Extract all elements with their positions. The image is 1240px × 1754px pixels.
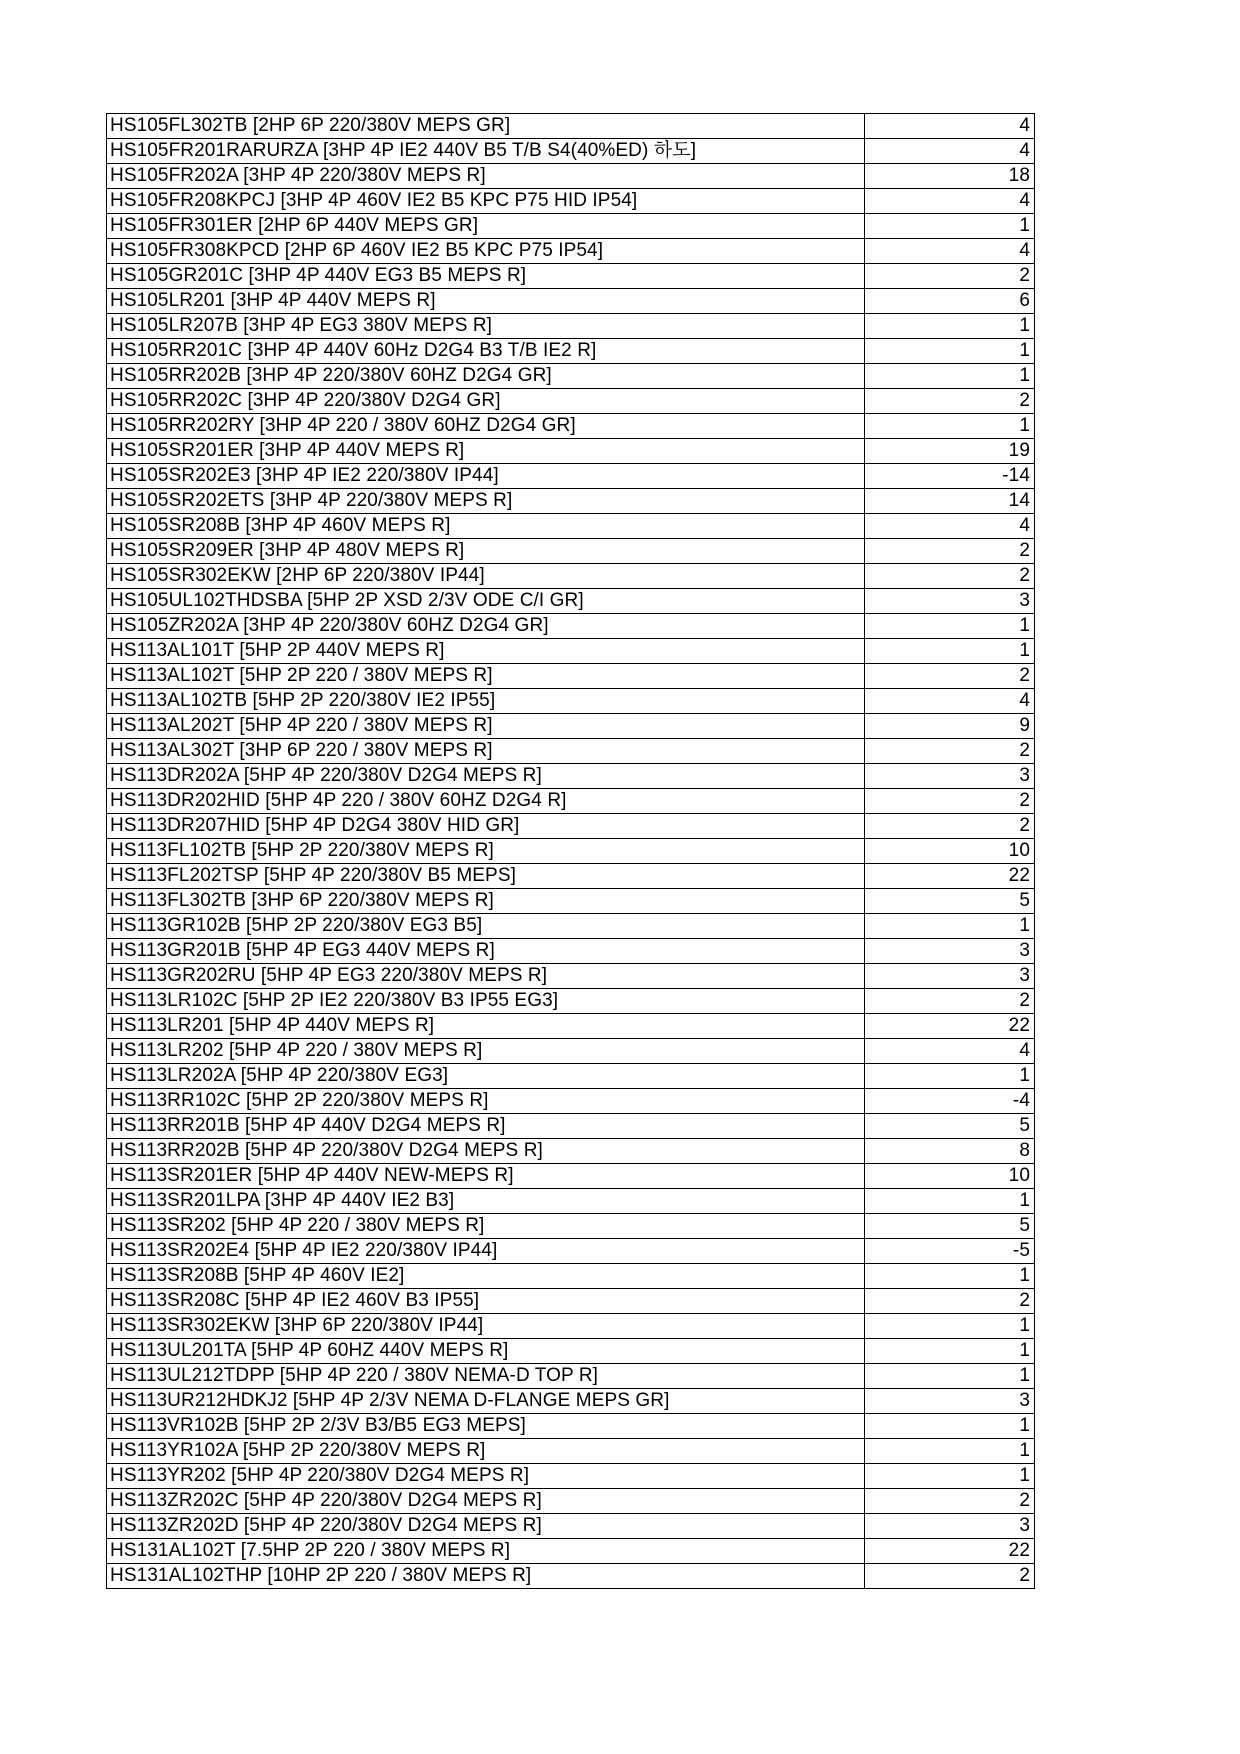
table-row [107,1439,1035,1464]
product-description-cell: HS105SR209ER [3HP 4P 480V MEPS R] [107,539,865,564]
quantity-cell: 1 [865,1189,1035,1214]
table-row [107,789,1035,814]
product-description-cell: HS105RR201C [3HP 4P 440V 60Hz D2G4 B3 T/B IE2 R] [107,339,865,364]
product-description-cell: HS105GR201C [3HP 4P 440V EG3 B5 MEPS R] [107,264,865,289]
product-description-cell: HS113YR102A [5HP 2P 220/380V MEPS R] [107,1439,865,1464]
quantity-cell: 5 [865,1214,1035,1239]
quantity-cell: -5 [865,1239,1035,1264]
table-row [107,1414,1035,1439]
product-description-cell: HS105SR201ER [3HP 4P 440V MEPS R] [107,439,865,464]
quantity-cell: 2 [865,664,1035,689]
quantity-cell: 2 [865,739,1035,764]
table-row [107,464,1035,489]
table-row [107,1039,1035,1064]
quantity-cell: -14 [865,464,1035,489]
table-row [107,564,1035,589]
product-description-cell: HS113DR202A [5HP 4P 220/380V D2G4 MEPS R] [107,764,865,789]
quantity-cell: 2 [865,989,1035,1014]
quantity-cell: 2 [865,1489,1035,1514]
quantity-cell: 1 [865,339,1035,364]
quantity-cell: 2 [865,564,1035,589]
quantity-cell: 4 [865,689,1035,714]
quantity-cell: 22 [865,1539,1035,1564]
table-row [107,514,1035,539]
product-description-cell: HS113GR102B [5HP 2P 220/380V EG3 B5] [107,914,865,939]
quantity-cell: 2 [865,264,1035,289]
product-description-cell: HS113DR202HID [5HP 4P 220 / 380V 60HZ D2G4 R] [107,789,865,814]
quantity-cell: 6 [865,289,1035,314]
table-row [107,1539,1035,1564]
product-description-cell: HS113GR202RU [5HP 4P EG3 220/380V MEPS R] [107,964,865,989]
quantity-cell: 3 [865,939,1035,964]
product-description-cell: HS105FR202A [3HP 4P 220/380V MEPS R] [107,164,865,189]
table-row [107,639,1035,664]
quantity-cell: 18 [865,164,1035,189]
quantity-cell: 1 [865,1339,1035,1364]
table-row [107,1114,1035,1139]
quantity-cell: 3 [865,764,1035,789]
product-description-cell: HS105RR202RY [3HP 4P 220 / 380V 60HZ D2G4 GR] [107,414,865,439]
product-description-cell: HS113LR201 [5HP 4P 440V MEPS R] [107,1014,865,1039]
product-description-cell: HS105RR202B [3HP 4P 220/380V 60HZ D2G4 GR] [107,364,865,389]
product-description-cell: HS113YR202 [5HP 4P 220/380V D2G4 MEPS R] [107,1464,865,1489]
quantity-cell: 4 [865,514,1035,539]
table-row [107,439,1035,464]
table-row [107,164,1035,189]
table-row [107,1389,1035,1414]
product-description-cell: HS113RR102C [5HP 2P 220/380V MEPS R] [107,1089,865,1114]
table-row [107,1489,1035,1514]
quantity-cell: 1 [865,414,1035,439]
product-description-cell: HS113FL102TB [5HP 2P 220/380V MEPS R] [107,839,865,864]
product-description-cell: HS113FL202TSP [5HP 4P 220/380V B5 MEPS] [107,864,865,889]
product-description-cell: HS113SR208B [5HP 4P 460V IE2] [107,1264,865,1289]
quantity-cell: 4 [865,114,1035,139]
quantity-cell: 2 [865,539,1035,564]
table-row [107,489,1035,514]
table-row [107,339,1035,364]
table-row [107,239,1035,264]
inventory-table-body [107,114,1035,1589]
quantity-cell: 3 [865,1389,1035,1414]
product-description-cell: HS113SR208C [5HP 4P IE2 460V B3 IP55] [107,1289,865,1314]
quantity-cell: 3 [865,589,1035,614]
product-description-cell: HS105FR301ER [2HP 6P 440V MEPS GR] [107,214,865,239]
product-description-cell: HS131AL102T [7.5HP 2P 220 / 380V MEPS R] [107,1539,865,1564]
product-description-cell: HS113LR102C [5HP 2P IE2 220/380V B3 IP55 EG3] [107,989,865,1014]
table-row [107,914,1035,939]
quantity-cell: 10 [865,1164,1035,1189]
quantity-cell: 1 [865,1414,1035,1439]
table-row [107,1014,1035,1039]
table-row [107,114,1035,139]
quantity-cell: 1 [865,1064,1035,1089]
product-description-cell: HS113SR302EKW [3HP 6P 220/380V IP44] [107,1314,865,1339]
table-row [107,1314,1035,1339]
quantity-cell: 4 [865,1039,1035,1064]
product-description-cell: HS113VR102B [5HP 2P 2/3V B3/B5 EG3 MEPS] [107,1414,865,1439]
table-row [107,689,1035,714]
quantity-cell: 1 [865,639,1035,664]
table-row [107,864,1035,889]
table-row [107,764,1035,789]
product-description-cell: HS131AL102THP [10HP 2P 220 / 380V MEPS R] [107,1564,865,1589]
quantity-cell: 3 [865,1514,1035,1539]
quantity-cell: 2 [865,389,1035,414]
table-row [107,1064,1035,1089]
product-description-cell: HS113GR201B [5HP 4P EG3 440V MEPS R] [107,939,865,964]
product-description-cell: HS105FR208KPCJ [3HP 4P 460V IE2 B5 KPC P75 HID IP54] [107,189,865,214]
product-description-cell: HS105LR201 [3HP 4P 440V MEPS R] [107,289,865,314]
quantity-cell: 22 [865,864,1035,889]
table-row [107,714,1035,739]
quantity-cell: 9 [865,714,1035,739]
quantity-cell: 1 [865,914,1035,939]
product-description-cell: HS113SR201ER [5HP 4P 440V NEW-MEPS R] [107,1164,865,1189]
product-description-cell: HS105FR308KPCD [2HP 6P 460V IE2 B5 KPC P75 IP54] [107,239,865,264]
inventory-table [106,113,1035,1589]
product-description-cell: HS113UL212TDPP [5HP 4P 220 / 380V NEMA-D TOP R] [107,1364,865,1389]
quantity-cell: 1 [865,1314,1035,1339]
product-description-cell: HS113ZR202C [5HP 4P 220/380V D2G4 MEPS R] [107,1489,865,1514]
quantity-cell: 1 [865,214,1035,239]
product-description-cell: HS113AL202T [5HP 4P 220 / 380V MEPS R] [107,714,865,739]
quantity-cell: 4 [865,189,1035,214]
table-row [107,664,1035,689]
quantity-cell: 5 [865,889,1035,914]
quantity-cell: 8 [865,1139,1035,1164]
table-row [107,739,1035,764]
product-description-cell: HS113RR201B [5HP 4P 440V D2G4 MEPS R] [107,1114,865,1139]
table-row [107,189,1035,214]
product-description-cell: HS105SR202ETS [3HP 4P 220/380V MEPS R] [107,489,865,514]
table-row [107,1164,1035,1189]
quantity-cell: 1 [865,614,1035,639]
product-description-cell: HS113FL302TB [3HP 6P 220/380V MEPS R] [107,889,865,914]
product-description-cell: HS105SR302EKW [2HP 6P 220/380V IP44] [107,564,865,589]
table-row [107,939,1035,964]
product-description-cell: HS113LR202A [5HP 4P 220/380V EG3] [107,1064,865,1089]
table-row [107,614,1035,639]
table-row [107,989,1035,1014]
table-row [107,1364,1035,1389]
table-row [107,814,1035,839]
product-description-cell: HS113DR207HID [5HP 4P D2G4 380V HID GR] [107,814,865,839]
product-description-cell: HS113SR202E4 [5HP 4P IE2 220/380V IP44] [107,1239,865,1264]
table-row [107,589,1035,614]
table-row [107,1564,1035,1589]
quantity-cell: 4 [865,239,1035,264]
quantity-cell: 1 [865,1264,1035,1289]
quantity-cell: 4 [865,139,1035,164]
table-row [107,1214,1035,1239]
table-row [107,1189,1035,1214]
quantity-cell: 5 [865,1114,1035,1139]
table-row [107,1089,1035,1114]
table-row [107,1514,1035,1539]
table-row [107,964,1035,989]
product-description-cell: HS105RR202C [3HP 4P 220/380V D2G4 GR] [107,389,865,414]
table-row [107,539,1035,564]
quantity-cell: 1 [865,1439,1035,1464]
quantity-cell: -4 [865,1089,1035,1114]
product-description-cell: HS113ZR202D [5HP 4P 220/380V D2G4 MEPS R] [107,1514,865,1539]
quantity-cell: 2 [865,1289,1035,1314]
product-description-cell: HS105FL302TB [2HP 6P 220/380V MEPS GR] [107,114,865,139]
quantity-cell: 1 [865,314,1035,339]
table-row [107,1464,1035,1489]
quantity-cell: 14 [865,489,1035,514]
product-description-cell: HS105UL102THDSBA [5HP 2P XSD 2/3V ODE C/I GR] [107,589,865,614]
table-row [107,1264,1035,1289]
table-row [107,414,1035,439]
quantity-cell: 19 [865,439,1035,464]
product-description-cell: HS113SR201LPA [3HP 4P 440V IE2 B3] [107,1189,865,1214]
product-description-cell: HS105ZR202A [3HP 4P 220/380V 60HZ D2G4 GR] [107,614,865,639]
quantity-cell: 2 [865,814,1035,839]
table-row [107,264,1035,289]
table-row [107,1139,1035,1164]
table-row [107,364,1035,389]
product-description-cell: HS113AL102TB [5HP 2P 220/380V IE2 IP55] [107,689,865,714]
product-description-cell: HS113LR202 [5HP 4P 220 / 380V MEPS R] [107,1039,865,1064]
quantity-cell: 1 [865,364,1035,389]
quantity-cell: 2 [865,789,1035,814]
quantity-cell: 1 [865,1364,1035,1389]
product-description-cell: HS113SR202 [5HP 4P 220 / 380V MEPS R] [107,1214,865,1239]
product-description-cell: HS113RR202B [5HP 4P 220/380V D2G4 MEPS R] [107,1139,865,1164]
product-description-cell: HS105FR201RARURZA [3HP 4P IE2 440V B5 T/B S4(40%ED) 하도] [107,139,865,164]
table-row [107,1239,1035,1264]
quantity-cell: 3 [865,964,1035,989]
table-row [107,1289,1035,1314]
quantity-cell: 2 [865,1564,1035,1589]
product-description-cell: HS105SR208B [3HP 4P 460V MEPS R] [107,514,865,539]
table-row [107,139,1035,164]
product-description-cell: HS113AL101T [5HP 2P 440V MEPS R] [107,639,865,664]
quantity-cell: 1 [865,1464,1035,1489]
table-row [107,214,1035,239]
product-description-cell: HS113AL302T [3HP 6P 220 / 380V MEPS R] [107,739,865,764]
table-row [107,389,1035,414]
product-description-cell: HS105LR207B [3HP 4P EG3 380V MEPS R] [107,314,865,339]
product-description-cell: HS105SR202E3 [3HP 4P IE2 220/380V IP44] [107,464,865,489]
table-row [107,1339,1035,1364]
quantity-cell: 22 [865,1014,1035,1039]
product-description-cell: HS113AL102T [5HP 2P 220 / 380V MEPS R] [107,664,865,689]
table-row [107,289,1035,314]
product-description-cell: HS113UL201TA [5HP 4P 60HZ 440V MEPS R] [107,1339,865,1364]
product-description-cell: HS113UR212HDKJ2 [5HP 4P 2/3V NEMA D-FLANGE MEPS GR] [107,1389,865,1414]
quantity-cell: 10 [865,839,1035,864]
table-row [107,314,1035,339]
table-row [107,839,1035,864]
table-row [107,889,1035,914]
